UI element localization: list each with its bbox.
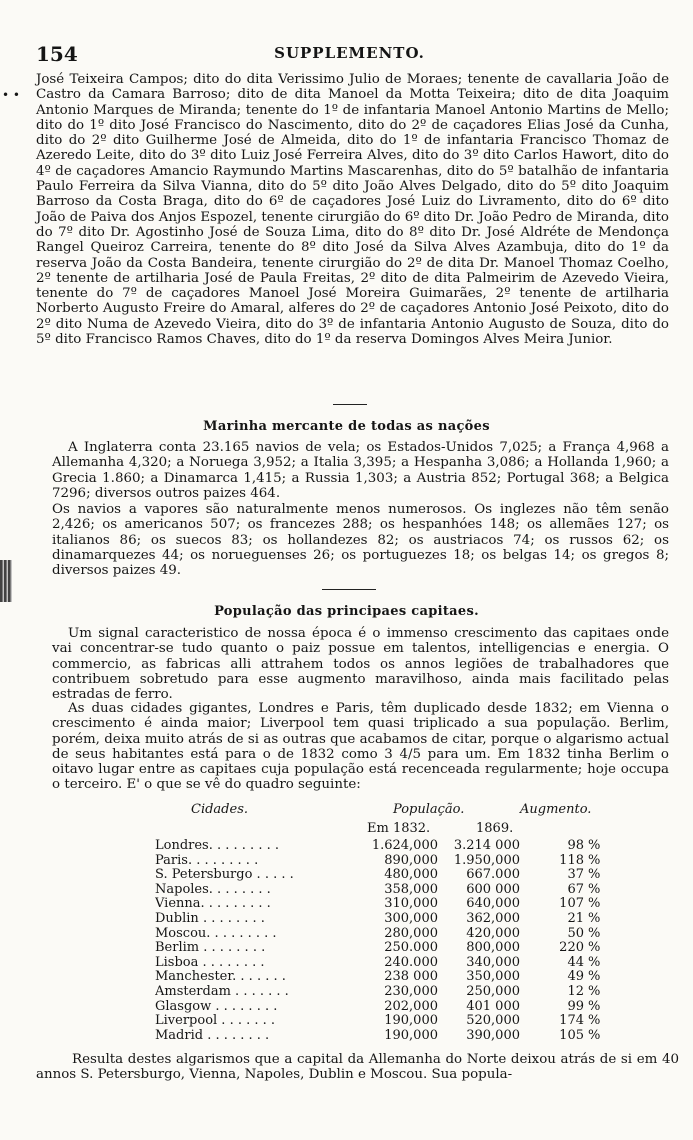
table-cell-augmento: 98	[567, 838, 584, 853]
table-cell-city: Berlim . . . . . . . .	[155, 940, 266, 956]
table-cell-1832: 310,000	[384, 896, 438, 912]
page-header	[36, 42, 663, 66]
table-row	[0, 882, 693, 897]
table-cell-augmento: 50	[567, 925, 584, 941]
table-cell-percent-sign: %	[588, 911, 601, 926]
table-cell-1869: 520,000	[466, 1013, 520, 1029]
table-cell-augmento: 220	[559, 940, 584, 956]
table-cell-city: Liverpool . . . . . . .	[155, 1013, 276, 1029]
table-cell-1832: 230,000	[384, 984, 438, 999]
section-divider	[322, 589, 376, 590]
table-cell-1832: 190,000	[384, 1027, 438, 1043]
table-cell-city: S. Petersburgo . . . . .	[155, 867, 294, 883]
table-row	[0, 984, 693, 999]
table-cell-percent-sign: %	[588, 984, 601, 999]
table-cell-1832: 280,000	[384, 925, 438, 941]
table-row	[0, 838, 693, 853]
table-row	[0, 896, 693, 911]
running-title: SUPPLEMENTO.	[274, 44, 425, 62]
table-cell-1869: 350,000	[466, 969, 520, 985]
table-cell-city: Amsterdam . . . . . . .	[155, 984, 289, 999]
table-header-augmento: Augmento.	[520, 802, 592, 817]
table-cell-augmento: 67	[567, 881, 584, 897]
table-cell-1869: 640,000	[466, 896, 520, 912]
table-cell-1869: 1.950,000	[453, 852, 520, 868]
table-cell-city: Glasgow . . . . . . . .	[155, 998, 278, 1014]
table-row	[0, 1028, 693, 1043]
marinha-paragraph-2: Os navios a vapores são naturalmente menos numerosos. Os inglezes não têm senão 2,426; os americanos 507; os francezes 288; os hespanhóes 148; os allemães 127; os italianos 86; os suecos 83; os hollandezes 82; os austriacos 74; os russos 62; os dinamarquezes 44; os norueguenses 26; os portuguezes 18; os belgas 14; os gregos 8; diversos paizes 49.	[52, 502, 669, 579]
table-row	[0, 867, 693, 882]
table-cell-percent-sign: %	[588, 925, 601, 941]
table-cell-1832: 202,000	[384, 998, 438, 1014]
table-cell-augmento: 12	[567, 984, 584, 999]
table-cell-1869: 340,000	[466, 954, 520, 970]
table-cell-1869: 250,000	[466, 984, 520, 999]
table-cell-augmento: 174	[559, 1013, 584, 1029]
table-cell-percent-sign: %	[588, 896, 601, 912]
table-row	[0, 911, 693, 926]
table-cell-1832: 358,000	[384, 881, 438, 897]
table-cell-1869: 3.214 000	[453, 838, 520, 853]
closing-paragraph: Resulta destes algarismos que a capital da Allemanha do Norte deixou atrás de si em 40 annos S. Petersburgo, Vienna, Napoles, Dublin e Moscou. Sua popula-	[36, 1052, 679, 1083]
table-cell-1832: 480,000	[384, 867, 438, 883]
table-cell-percent-sign: %	[588, 940, 601, 956]
table-cell-percent-sign: %	[588, 867, 601, 883]
table-cell-city: Manchester. . . . . . .	[155, 969, 286, 985]
table-cell-augmento: 99	[567, 998, 584, 1014]
table-header-year-1869: 1869.	[476, 821, 514, 836]
table-cell-augmento: 105	[559, 1027, 584, 1043]
table-row	[0, 999, 693, 1014]
table-row	[0, 1013, 693, 1028]
table-cell-city: Madrid . . . . . . . .	[155, 1027, 270, 1043]
table-cell-1869: 667.000	[466, 867, 520, 883]
table-cell-1869: 600 000	[466, 881, 520, 897]
table-cell-city: Moscou. . . . . . . . .	[155, 925, 277, 941]
table-cell-1832: 300,000	[384, 911, 438, 926]
table-cell-city: Napoles. . . . . . . .	[155, 881, 271, 897]
table-cell-city: Dublin . . . . . . . .	[155, 911, 265, 926]
table-cell-percent-sign: %	[588, 998, 601, 1014]
table-row	[0, 926, 693, 941]
table-cell-percent-sign: %	[588, 1027, 601, 1043]
table-row	[0, 853, 693, 868]
table-cell-1869: 800,000	[466, 940, 520, 956]
page-number: 154	[36, 42, 78, 66]
section-title-marinha: Marinha mercante de todas as nações	[203, 419, 490, 434]
table-cell-percent-sign: %	[588, 838, 601, 853]
table-cell-city: Paris. . . . . . . . .	[155, 852, 259, 868]
table-row	[0, 955, 693, 970]
table-cell-augmento: 21	[567, 911, 584, 926]
table-header-year-1832: Em 1832.	[367, 821, 431, 836]
table-cell-percent-sign: %	[588, 969, 601, 985]
intro-paragraph: José Teixeira Campos; dito do dita Verissimo Julio de Moraes; tenente de cavallaria João de Castro da Camara Barroso; dito de dita Manoel da Motta Teixeira; dito de dita Joaquim Antonio Marques de Miranda; tenente do 1º de infantaria Manoel Antonio Martins de Mello; dito do 1º dito José Francisco do Nascimento, dito do 2º de caçadores Elias José da Cunha, dito do 2º dito Guilherme José de Almeida, dito do 1º de infantaria Francisco Thomaz de Azeredo Leite, dito do 3º dito Luiz José Ferreira Alves, dito do 3º dito Carlos Hawort, dito do 4º de caçadores Amancio Raymundo Martins Mascarenhas, dito do 5º batalhão de infantaria Paulo Ferreira da Silva Vianna, dito do 5º dito João Alves Delgado, dito do 5º dito Joaquim Barroso da Costa Braga, dito do 6º de caçadores José Luiz do Livramento, dito do 6º dito João de Paiva dos Anjos Espozel, tenente cirurgião do 6º dito Dr. João Pedro de Miranda, dito do 7º dito Dr. Agostinho José de Souza Lima, dito do 8º dito Dr. José Aldréte de Mendonça Rangel Queiroz Carreira, tenente do 8º dito José da Silva Alves Azambuja, dito do 1º da reserva João da Costa Bandeira, tenente cirurgião do 2º de dita Dr. Manoel Thomaz Coelho, 2º tenente de artilharia José de Paula Freitas, 2º dito de dita Palmeirim de Azevedo Vieira, tenente do 7º de caçadores Manoel José Moreira Guimarães, 2º tenente de artilharia Norberto Augusto Freire do Amaral, alferes do 2º de caçadores Antonio José Peixoto, dito do 2º dito Numa de Azevedo Vieira, dito do 3º de infantaria Antonio Augusto de Souza, dito do 5º dito Francisco Ramos Chaves, dito do 1º da reserva Domingos Alves Meira Junior.	[36, 72, 669, 348]
table-cell-percent-sign: %	[588, 954, 601, 970]
table-cell-percent-sign: %	[588, 1013, 601, 1029]
table-cell-1832: 890,000	[384, 852, 438, 868]
table-cell-augmento: 44	[567, 954, 584, 970]
table-cell-1869: 401 000	[466, 998, 520, 1014]
table-cell-augmento: 118	[559, 852, 584, 868]
table-cell-city: Vienna. . . . . . . . .	[155, 896, 271, 912]
section-divider	[333, 404, 367, 405]
table-cell-1832: 250.000	[384, 940, 438, 956]
section-title-populacao: População das principaes capitaes.	[214, 604, 479, 619]
table-cell-percent-sign: %	[588, 852, 601, 868]
populacao-paragraph-2: As duas cidades gigantes, Londres e Paris, têm duplicado desde 1832; em Vienna o crescimento é ainda maior; Liverpool tem quasi triplicado a sua população. Berlim, porém, deixa muito atrás de si as outras que acabamos de citar, porque o algarismo actual de seus habitantes está para o de 1832 como 3 4/5 para um. Em 1832 tinha Berlim o oitavo lugar entre as capitaes cuja população está recenceada regularmente; hoje occupa o terceiro. E' o que se vê do quadro seguinte:	[52, 701, 669, 793]
binding-edge-stain	[0, 560, 12, 602]
table-cell-augmento: 107	[559, 896, 584, 912]
table-header-cidades: Cidades.	[191, 802, 248, 817]
table-cell-city: Lisboa . . . . . . . .	[155, 954, 265, 970]
table-row	[0, 940, 693, 955]
marinha-paragraph-1: A Inglaterra conta 23.165 navios de vela; os Estados-Unidos 7,025; a França 4,968 a Allemanha 4,320; a Noruega 3,952; a Italia 3,395; a Hespanha 3,086; a Hollanda 1,960; a Grecia 1.860; a Dinamarca 1,415; a Russia 1,303; a Austria 852; Portugal 368; a Belgica 7296; diversos outros paizes 464.	[52, 440, 669, 501]
populacao-paragraph-1: Um signal caracteristico de nossa época é o immenso crescimento das capitaes onde vai concentrar-se tudo quanto o paiz possue em talentos, intelligencias e energia. O commercio, as fabricas alli attrahem todos os annos legiões de trabalhadores que contribuem sobretudo para esse augmento maravilhoso, ainda mais facilitado pelas estradas de ferro.	[52, 626, 669, 703]
table-cell-augmento: 49	[567, 969, 584, 985]
table-cell-1832: 238 000	[384, 969, 438, 985]
table-cell-1869: 420,000	[466, 925, 520, 941]
margin-ink-marks: • •	[2, 88, 20, 102]
table-row	[0, 969, 693, 984]
table-header-populacao: População.	[393, 802, 465, 817]
table-cell-1869: 362,000	[466, 911, 520, 926]
table-cell-city: Londres. . . . . . . . .	[155, 838, 279, 853]
table-cell-1869: 390,000	[466, 1027, 520, 1043]
table-cell-1832: 190,000	[384, 1013, 438, 1029]
table-cell-augmento: 37	[567, 867, 584, 883]
table-cell-1832: 1.624,000	[371, 838, 438, 853]
table-cell-1832: 240.000	[384, 954, 438, 970]
table-cell-percent-sign: %	[588, 881, 601, 897]
